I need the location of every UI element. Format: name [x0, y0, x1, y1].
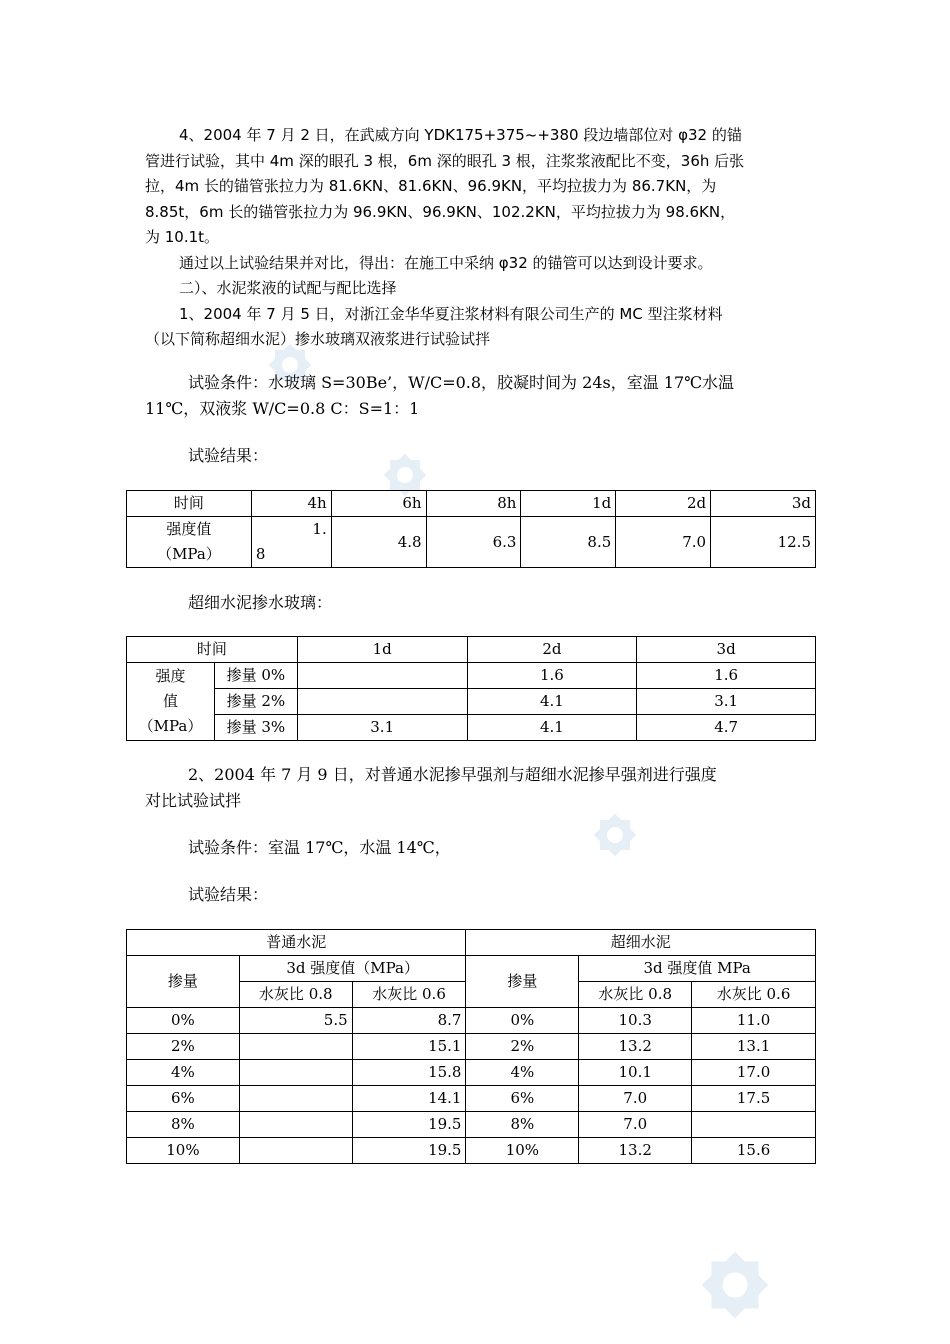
para3-line2: （以下简称超细水泥）掺水玻璃双液浆进行试验试拌	[145, 330, 491, 348]
para1-line2: 管进行试验，其中 4m 深的眼孔 3 根，6m 深的眼孔 3 根，注浆浆液配比不变，36h 后张	[145, 151, 745, 170]
table1-value-cell: 7.0	[616, 517, 711, 568]
table2-time-label: 时间	[127, 637, 298, 663]
wc-header: 水灰比 0.8	[579, 982, 692, 1008]
table2-cell: 4.1	[467, 715, 637, 741]
group-header-ultrafine: 超细水泥	[466, 930, 816, 956]
table2-day-header: 2d	[467, 637, 637, 663]
table1-value-cell: 12.5	[711, 517, 816, 568]
test-condition-1: 试验条件：水玻璃 S=30Be’，W/C=0.8，胶凝时间为 24s，室温 17℃水温 11℃，双液浆 W/C=0.8 C：S=1：1	[145, 373, 735, 418]
table1-time-cell: 6h	[331, 491, 426, 517]
table1-value-cell: 6.3	[426, 517, 521, 568]
table-row: 10% 19.5 10% 13.2 15.6	[127, 1138, 816, 1164]
table2-day-header: 3d	[637, 637, 816, 663]
strength-header: 3d 强度值（MPa）	[239, 956, 466, 982]
wc-header: 水灰比 0.8	[239, 982, 352, 1008]
paragraph-anchor-test	[145, 123, 810, 353]
table2-value-label: 强度 值 （MPa）	[127, 663, 215, 741]
table-row: 6% 14.1 6% 7.0 17.5	[127, 1086, 816, 1112]
wc-header: 水灰比 0.6	[692, 982, 816, 1008]
table-row: 2% 15.1 2% 13.2 13.1	[127, 1034, 816, 1060]
comparison-table	[126, 929, 816, 1164]
table1-time-cell: 8h	[426, 491, 521, 517]
dose-header: 掺量	[127, 956, 240, 1008]
table1-value-cell: 4.8	[331, 517, 426, 568]
result-label-2: 试验结果：	[188, 885, 269, 904]
test-condition-2: 试验条件：室温 17℃，水温 14℃，	[188, 838, 451, 857]
table1-value-cell: 8.5	[521, 517, 616, 568]
paragraph-early-strength: 2、2004 年 7 月 9 日，对普通水泥掺早强剂与超细水泥掺早强剂进行强度 对比试验试拌	[145, 765, 717, 810]
table1-value-label: 强度值 （MPa）	[127, 517, 252, 568]
table1-time-cell: 4h	[251, 491, 331, 517]
watermark-flower-icon	[680, 1230, 790, 1340]
group-header-ordinary: 普通水泥	[127, 930, 466, 956]
table1-value-cell: 1. 8	[251, 517, 331, 568]
table2-title: 超细水泥掺水玻璃：	[188, 593, 333, 612]
section-heading: 二）、水泥浆液的试配与配比选择	[179, 279, 397, 297]
table2-cell: 3.1	[297, 715, 467, 741]
para1-line3: 拉，4m 长的锚管张拉力为 81.6KN、81.6KN、96.9KN，平均拉拔力为 86.7KN，为	[145, 177, 717, 195]
para1-line5: 为 10.1t。	[145, 228, 220, 246]
table1-time-label: 时间	[127, 491, 252, 517]
para3-line1: 1、2004 年 7 月 5 日，对浙江金华华夏注浆材料有限公司生产的 MC 型注浆材料	[179, 304, 723, 323]
table2-cell: 1.6	[467, 663, 637, 689]
dose-header: 掺量	[466, 956, 579, 1008]
table1-time-cell: 3d	[711, 491, 816, 517]
table2-cell: 4.1	[467, 689, 637, 715]
table-row: 8% 19.5 8% 7.0	[127, 1112, 816, 1138]
table1-time-cell: 2d	[616, 491, 711, 517]
wc-header: 水灰比 0.6	[352, 982, 466, 1008]
table2-row-label: 掺量 0%	[214, 663, 297, 689]
table-row: 0% 5.5 8.7 0% 10.3 11.0	[127, 1008, 816, 1034]
table2-day-header: 1d	[297, 637, 467, 663]
table2-cell: 1.6	[637, 663, 816, 689]
table2-cell	[297, 663, 467, 689]
table2-cell: 4.7	[637, 715, 816, 741]
table2-row-label: 掺量 3%	[214, 715, 297, 741]
table2-cell	[297, 689, 467, 715]
table2-cell: 3.1	[637, 689, 816, 715]
table2-row-label: 掺量 2%	[214, 689, 297, 715]
para2-conclusion: 通过以上试验结果并对比，得出：在施工中采纳 φ32 的锚管可以达到设计要求。	[179, 253, 713, 272]
strength-table-2	[126, 636, 816, 741]
para1-line1: 4、2004 年 7 月 2 日，在武威方向 YDK175+375~+380 段边墙部位对 φ32 的锚	[179, 126, 742, 144]
strength-header: 3d 强度值 MPa	[579, 956, 816, 982]
table-row: 4% 15.8 4% 10.1 17.0	[127, 1060, 816, 1086]
strength-table-1	[126, 490, 816, 568]
para1-line4: 8.85t，6m 长的锚管张拉力为 96.9KN、96.9KN、102.2KN，平均拉拔力为 98.6KN，	[145, 202, 736, 221]
result-label-1: 试验结果：	[188, 446, 269, 465]
table1-time-cell: 1d	[521, 491, 616, 517]
